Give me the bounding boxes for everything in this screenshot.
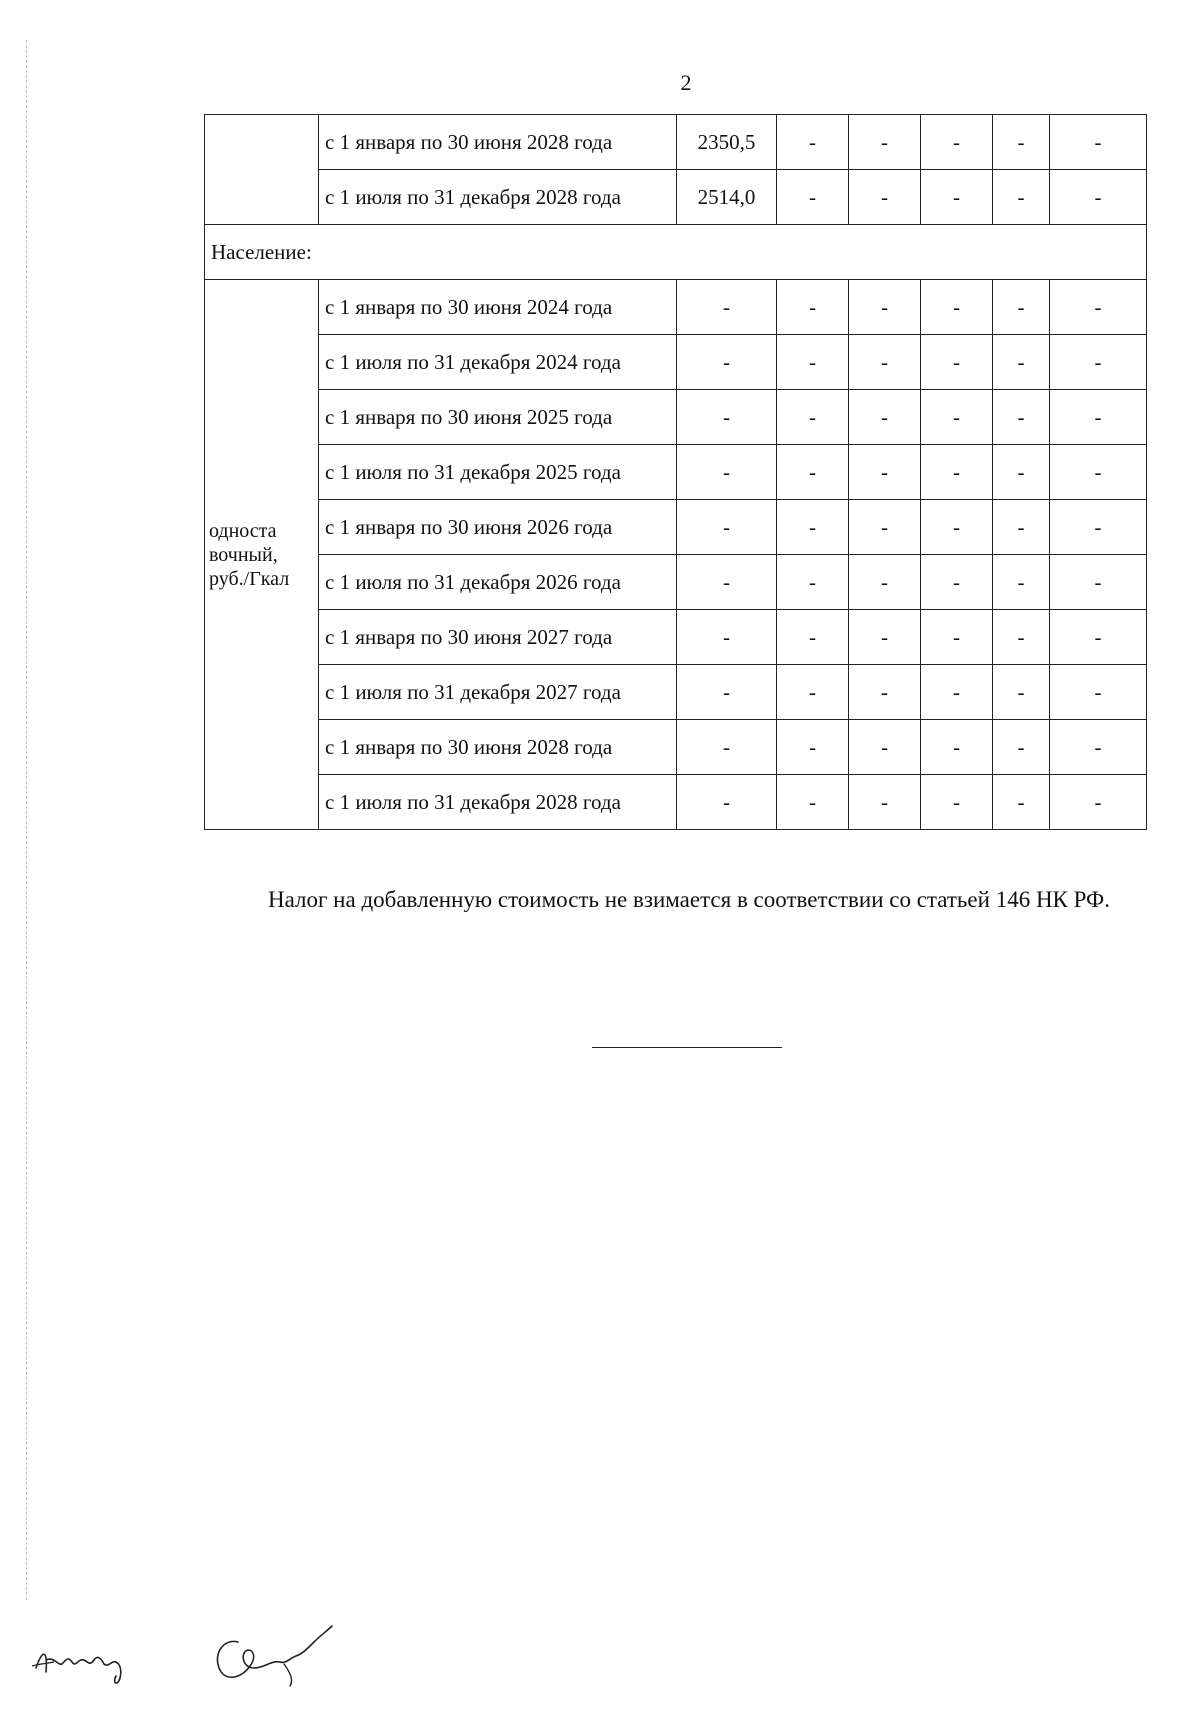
page-number: 2 — [680, 70, 692, 95]
period-cell: с 1 июля по 31 декабря 2026 года — [319, 555, 677, 610]
value-cell: - — [849, 555, 921, 610]
value-cell: - — [993, 335, 1050, 390]
value-cell: - — [777, 555, 849, 610]
value-cell: - — [993, 555, 1050, 610]
value-cell: - — [1050, 445, 1147, 500]
value-cell: - — [849, 610, 921, 665]
section-row — [205, 225, 1147, 280]
group-label-cell: односта вочный, руб./Гкал — [205, 280, 319, 830]
value-cell: - — [849, 445, 921, 500]
value-cell: - — [1050, 555, 1147, 610]
value-cell: - — [1050, 170, 1147, 225]
table-row — [205, 445, 1147, 500]
value-cell: - — [993, 170, 1050, 225]
value-cell: - — [849, 115, 921, 170]
end-divider — [592, 1047, 782, 1048]
period-cell: с 1 июля по 31 декабря 2028 года — [319, 170, 677, 225]
table-row — [205, 390, 1147, 445]
table-row — [205, 665, 1147, 720]
period-cell: с 1 июля по 31 декабря 2027 года — [319, 665, 677, 720]
period-cell: с 1 января по 30 июня 2028 года — [319, 720, 677, 775]
value-cell: - — [1050, 280, 1147, 335]
value-cell: - — [921, 775, 993, 830]
value-cell: - — [921, 720, 993, 775]
value-cell: - — [1050, 115, 1147, 170]
value-cell: - — [1050, 610, 1147, 665]
vat-footnote: Налог на добавленную стоимость не взимается в соответствии со статьей 146 НК РФ. — [268, 887, 1110, 912]
value-cell: - — [921, 335, 993, 390]
table-row — [205, 500, 1147, 555]
group-label-cell — [205, 115, 319, 225]
value-cell: - — [921, 115, 993, 170]
value-cell: - — [849, 335, 921, 390]
value-cell: - — [993, 720, 1050, 775]
value-cell: - — [993, 665, 1050, 720]
period-cell: с 1 января по 30 июня 2024 года — [319, 280, 677, 335]
table-row — [205, 170, 1147, 225]
value-cell: - — [677, 775, 777, 830]
value-cell: - — [777, 390, 849, 445]
value-cell: - — [777, 720, 849, 775]
value-cell: - — [1050, 500, 1147, 555]
value-cell: - — [921, 500, 993, 555]
value-cell: - — [993, 115, 1050, 170]
table-row — [205, 720, 1147, 775]
value-cell: - — [677, 720, 777, 775]
value-cell: - — [777, 500, 849, 555]
value-cell: - — [993, 445, 1050, 500]
period-cell: с 1 июля по 31 декабря 2028 года — [319, 775, 677, 830]
value-cell: - — [849, 720, 921, 775]
value-cell: - — [921, 610, 993, 665]
scan-margin-marks — [26, 40, 29, 1600]
value-cell: - — [777, 445, 849, 500]
value-cell: - — [993, 775, 1050, 830]
value-cell: - — [677, 610, 777, 665]
value-cell: - — [921, 445, 993, 500]
table-row — [205, 115, 1147, 170]
value-cell: - — [677, 335, 777, 390]
value-cell: - — [921, 280, 993, 335]
value-cell: - — [921, 390, 993, 445]
value-cell: - — [777, 335, 849, 390]
value-cell: - — [677, 390, 777, 445]
period-cell: с 1 июля по 31 декабря 2024 года — [319, 335, 677, 390]
value-cell: - — [849, 500, 921, 555]
value-cell: - — [1050, 720, 1147, 775]
value-cell: 2514,0 — [677, 170, 777, 225]
value-cell: - — [849, 280, 921, 335]
value-cell: - — [777, 170, 849, 225]
value-cell: - — [993, 500, 1050, 555]
value-cell: - — [677, 280, 777, 335]
handwritten-signatures-icon — [28, 1620, 358, 1690]
table-row — [205, 610, 1147, 665]
value-cell: - — [849, 665, 921, 720]
tariff-table-body — [205, 115, 1147, 830]
period-cell: с 1 января по 30 июня 2028 года — [319, 115, 677, 170]
value-cell: - — [993, 390, 1050, 445]
tariff-table — [204, 114, 1147, 830]
period-cell: с 1 июля по 31 декабря 2025 года — [319, 445, 677, 500]
value-cell: - — [921, 170, 993, 225]
value-cell: - — [1050, 665, 1147, 720]
value-cell: - — [677, 665, 777, 720]
value-cell: - — [1050, 390, 1147, 445]
period-cell: с 1 января по 30 июня 2026 года — [319, 500, 677, 555]
value-cell: 2350,5 — [677, 115, 777, 170]
value-cell: - — [993, 610, 1050, 665]
value-cell: - — [777, 610, 849, 665]
table-row — [205, 280, 1147, 335]
section-title: Население: — [205, 225, 1147, 280]
value-cell: - — [677, 555, 777, 610]
value-cell: - — [849, 775, 921, 830]
value-cell: - — [921, 665, 993, 720]
period-cell: с 1 января по 30 июня 2027 года — [319, 610, 677, 665]
value-cell: - — [993, 280, 1050, 335]
table-row — [205, 335, 1147, 390]
table-row — [205, 775, 1147, 830]
value-cell: - — [1050, 775, 1147, 830]
value-cell: - — [1050, 335, 1147, 390]
value-cell: - — [921, 555, 993, 610]
value-cell: - — [849, 390, 921, 445]
value-cell: - — [677, 500, 777, 555]
value-cell: - — [849, 170, 921, 225]
period-cell: с 1 января по 30 июня 2025 года — [319, 390, 677, 445]
value-cell: - — [777, 665, 849, 720]
value-cell: - — [677, 445, 777, 500]
value-cell: - — [777, 115, 849, 170]
table-row — [205, 555, 1147, 610]
value-cell: - — [777, 280, 849, 335]
value-cell: - — [777, 775, 849, 830]
